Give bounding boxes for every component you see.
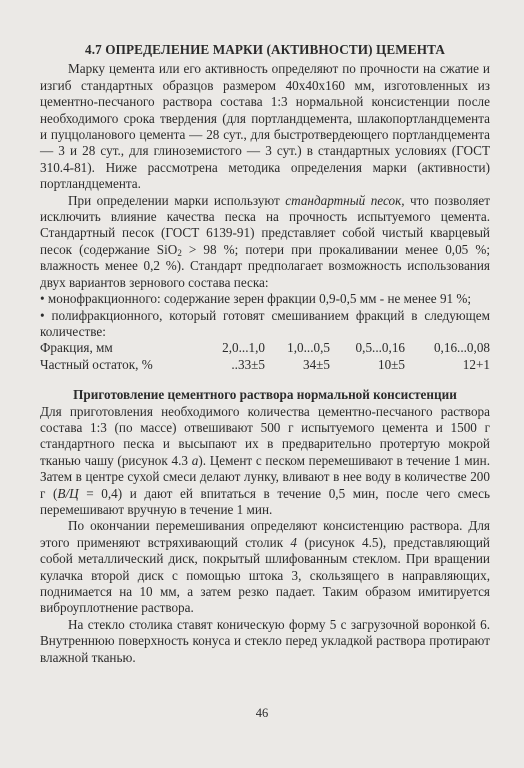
figure-ref-a: а [191, 452, 199, 468]
table-cell: 12+1 [462, 356, 490, 372]
paragraph-preparation-text-a: Для приготовления необходимого количества цементно-песчаного раствора состава 1:3 (по массе) отвешивают 500 г испытуемого цемента и 1500 г стандартного песка и высыпают их в предварительно протертую мокрой тканью чашу (рисунок 4.3 [40, 403, 490, 468]
paragraph-standard-sand-text-b: что позволяет исключить влияние качества песка на прочность испытуемого цемента. Стандартный песок (ГОСТ 6139-91) представляет собой чистый кварцевый песок (содержание SiO [40, 192, 490, 257]
table-cell: 1,0...0,5 [287, 340, 330, 356]
water-cement-ratio: В/Ц [57, 485, 79, 501]
section-heading: 4.7 ОПРЕДЕЛЕНИЕ МАРКИ (АКТИВНОСТИ) ЦЕМЕНТА [85, 42, 445, 57]
paragraph-standard-sand-text-c: > 98 %; потери при прокаливании менее 0,05 %; влажность менее 0,2 %). Стандарт предполагает возможность использования двух вариантов зернового состава песка: [40, 241, 490, 290]
paragraph-cone: На стекло столика ставят коническую форму 5 с загрузочной воронкой 6. Внутреннюю поверхность конуса и стекло перед укладкой раствора протирают влажной тканью. [40, 616, 490, 665]
standard-sand-term: стандартный песок, [285, 192, 405, 208]
bullet-monofraction: • монофракционного: содержание зерен фракции 0,9-0,5 мм - не менее 91 %; [40, 291, 472, 307]
paragraph-consistency [40, 518, 490, 616]
table-row-label: Частный остаток, % [40, 356, 153, 372]
paragraph-preparation-text-c: = 0,4) и дают ей впитаться в течение 0,5 мин, после чего смесь перемешивают вручную в течение 1 мин. [40, 485, 490, 517]
table-cell: 0,5...0,16 [355, 340, 405, 356]
paragraph-standard-sand-text-a: При определении марки используют [68, 192, 286, 208]
table-row [40, 357, 490, 373]
paragraph-preparation [40, 404, 490, 519]
page-content [40, 42, 490, 666]
subsection-heading: Приготовление цементного раствора нормальной консистенции [73, 387, 457, 403]
paragraph-consistency-text-b: (рисунок 4.5), представляющий собой металлический диск, покрытый шлифованным стеклом. При вращении кулачка второй диск с помощью штока 3, скользящего в направляющих, поднимается на 10 мм, а затем резко падает. Таким образом имитируется виброуплотнение раствора. [40, 534, 490, 616]
table-row [40, 340, 490, 356]
paragraph-standard-sand [40, 193, 490, 291]
fraction-table [40, 340, 490, 373]
table-cell: 34±5 [302, 356, 330, 372]
paragraph-consistency-text-a: По окончании перемешивания определяют консистенцию раствора. Для этого применяют встряхивающий столик [40, 518, 490, 550]
table-ref-4: 4 [290, 534, 298, 550]
paragraph-intro-text: Марку цемента или его активность определяют по прочности на сжатие и изгиб стандартных образцов размером 40x40x160 мм, изготовленных из цементно-песчаного раствора состава 1:3 нормальной консистенции после необходимого срока твердения (для портландцемента, шлакопортландцемента и пуццоланового цемента — 28 сут., для быстротвердеющего портландцемента — 3 и 28 сут., для глиноземистого — 3 сут.) в стандартных условиях (ГОСТ 310.4-81). Ниже рассмотрена методика определения марки (активности) портландцемента. [40, 61, 490, 192]
page-number: 46 [255, 706, 269, 720]
table-cell: 10±5 [377, 356, 405, 372]
table-row-label: Фракция, мм [40, 340, 113, 356]
bullet-polyfraction: • полифракционного, который готовят смешиванием фракций в следующем количестве: [40, 307, 490, 339]
paragraph-intro [40, 61, 490, 192]
paragraph-preparation-text-b: ). Цемент с песком перемешивают в течение 1 мин. Затем в центре сухой смеси делают лунку, вливают в нее воду в количестве 200 г ( [40, 452, 490, 501]
sio2-subscript: 2 [177, 247, 182, 258]
table-cell: 0,16...0,08 [433, 340, 490, 356]
table-cell: 2,0...1,0 [222, 340, 265, 356]
table-cell: ..33±5 [231, 356, 265, 372]
